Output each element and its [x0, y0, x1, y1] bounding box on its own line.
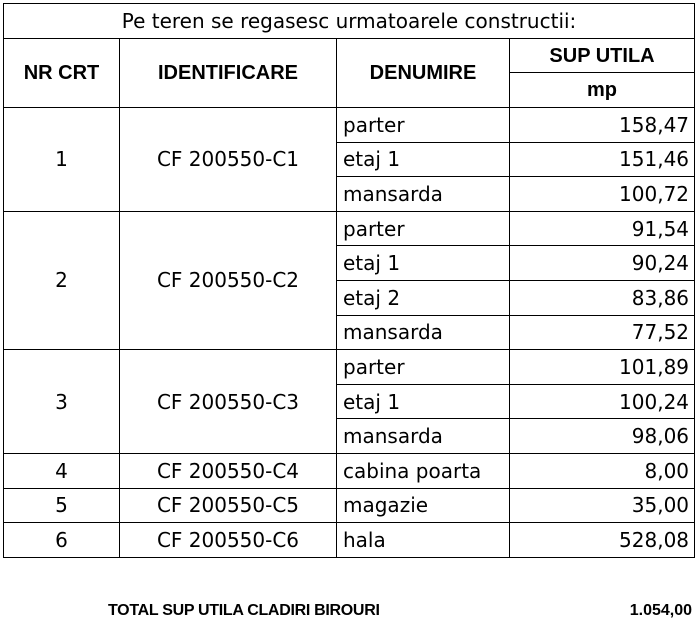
cell-nr-crt: 5 [4, 488, 120, 523]
table-row [4, 453, 695, 488]
cell-sup-utila: 98,06 [510, 419, 695, 454]
cell-denumire: parter [337, 108, 510, 143]
table-caption-row [4, 4, 695, 39]
cell-identificare: CF 200550-C1 [120, 108, 337, 212]
cell-sup-utila: 101,89 [510, 350, 695, 385]
table-row [4, 350, 695, 385]
cell-nr-crt: 1 [4, 108, 120, 212]
cell-identificare: CF 200550-C2 [120, 211, 337, 349]
cell-denumire: etaj 1 [337, 384, 510, 419]
cell-denumire: parter [337, 350, 510, 385]
cell-identificare: CF 200550-C3 [120, 350, 337, 454]
constructions-table [3, 3, 695, 558]
header-row [4, 39, 695, 73]
table-row [4, 523, 695, 558]
cell-sup-utila: 91,54 [510, 211, 695, 246]
cell-denumire: mansarda [337, 177, 510, 212]
cell-identificare: CF 200550-C4 [120, 453, 337, 488]
cell-nr-crt: 4 [4, 453, 120, 488]
header-identificare: IDENTIFICARE [120, 39, 337, 108]
cell-sup-utila: 35,00 [510, 488, 695, 523]
cell-sup-utila: 528,08 [510, 523, 695, 558]
cell-denumire: etaj 1 [337, 246, 510, 281]
cell-sup-utila: 8,00 [510, 453, 695, 488]
constructions-table-body [4, 4, 695, 558]
header-denumire: DENUMIRE [337, 39, 510, 108]
table-caption: Pe teren se regasesc urmatoarele constructii: [4, 4, 695, 39]
cell-nr-crt: 6 [4, 523, 120, 558]
cell-identificare: CF 200550-C6 [120, 523, 337, 558]
cell-denumire: etaj 2 [337, 280, 510, 315]
cell-sup-utila: 100,72 [510, 177, 695, 212]
cell-denumire: parter [337, 211, 510, 246]
cell-denumire: etaj 1 [337, 142, 510, 177]
header-sup-utila: SUP UTILA [510, 39, 695, 73]
cell-denumire: mansarda [337, 419, 510, 454]
cell-sup-utila: 83,86 [510, 280, 695, 315]
total-value: 1.054,00 [629, 602, 692, 619]
cell-identificare: CF 200550-C5 [120, 488, 337, 523]
cell-sup-utila: 77,52 [510, 315, 695, 350]
cell-sup-utila: 158,47 [510, 108, 695, 143]
cell-denumire: hala [337, 523, 510, 558]
cell-denumire: magazie [337, 488, 510, 523]
header-unit: mp [510, 73, 695, 108]
cell-nr-crt: 2 [4, 211, 120, 349]
header-nr-crt: NR CRT [4, 39, 120, 108]
table-row [4, 211, 695, 246]
total-label: TOTAL SUP UTILA CLADIRI BIROURI [108, 602, 380, 619]
cell-sup-utila: 100,24 [510, 384, 695, 419]
cell-sup-utila: 90,24 [510, 246, 695, 281]
cell-denumire: mansarda [337, 315, 510, 350]
cell-sup-utila: 151,46 [510, 142, 695, 177]
cell-denumire: cabina poarta [337, 453, 510, 488]
cell-nr-crt: 3 [4, 350, 120, 454]
table-row [4, 488, 695, 523]
table-row [4, 108, 695, 143]
